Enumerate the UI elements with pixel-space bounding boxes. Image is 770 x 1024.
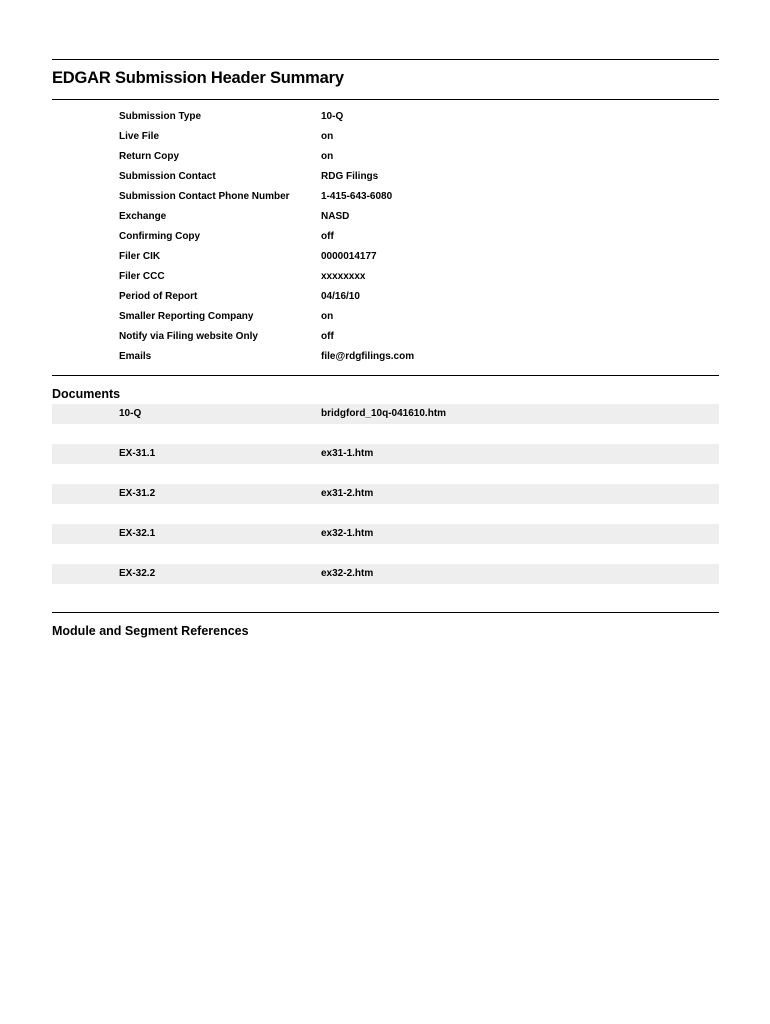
modules-divider (52, 612, 719, 613)
document-type: EX-31.1 (119, 448, 156, 459)
field-value: 10-Q (321, 111, 344, 122)
field-value: on (321, 151, 334, 162)
document-filename: ex31-2.htm (321, 488, 374, 499)
field-value: NASD (321, 211, 350, 222)
field-value: 1-415-643-6080 (321, 191, 393, 202)
modules-heading: Module and Segment References (52, 624, 249, 638)
header-row-contact-phone (119, 187, 719, 207)
field-label: Notify via Filing website Only (119, 331, 258, 342)
field-label: Confirming Copy (119, 231, 201, 242)
header-row-notify-via-website (119, 327, 719, 347)
document-filename: ex31-1.htm (321, 448, 374, 459)
document-row (52, 564, 719, 584)
submission-header-table (119, 107, 719, 367)
field-label: Exchange (119, 211, 167, 222)
field-label: Live File (119, 131, 160, 142)
document-row (52, 404, 719, 424)
document-row (52, 444, 719, 464)
field-value: off (321, 331, 334, 342)
header-row-filer-cik (119, 247, 719, 267)
header-row-filer-ccc (119, 267, 719, 287)
top-divider (52, 59, 719, 60)
field-value: on (321, 131, 334, 142)
field-value: on (321, 311, 334, 322)
document-row (52, 484, 719, 504)
header-row-return-copy (119, 147, 719, 167)
document-filename: bridgford_10q-041610.htm (321, 408, 447, 419)
field-label: Emails (119, 351, 152, 362)
title-divider (52, 99, 719, 100)
header-row-exchange (119, 207, 719, 227)
field-label: Period of Report (119, 291, 198, 302)
header-row-submission-type (119, 107, 719, 127)
documents-table (52, 404, 719, 604)
document-type: EX-32.2 (119, 568, 156, 579)
field-label: Smaller Reporting Company (119, 311, 254, 322)
document-type: EX-31.2 (119, 488, 156, 499)
field-label: Filer CIK (119, 251, 161, 262)
field-value: RDG Filings (321, 171, 379, 182)
header-row-submission-contact (119, 167, 719, 187)
field-value: 0000014177 (321, 251, 377, 262)
document-type: EX-32.1 (119, 528, 156, 539)
document-type: 10-Q (119, 408, 142, 419)
field-label: Submission Contact (119, 171, 216, 182)
field-value: 04/16/10 (321, 291, 360, 302)
field-value: off (321, 231, 334, 242)
page-title: EDGAR Submission Header Summary (52, 69, 344, 87)
field-value: xxxxxxxx (321, 271, 366, 282)
document-filename: ex32-2.htm (321, 568, 374, 579)
header-row-smaller-reporting-company (119, 307, 719, 327)
field-label: Submission Contact Phone Number (119, 191, 290, 202)
documents-heading: Documents (52, 387, 121, 401)
header-row-period-of-report (119, 287, 719, 307)
field-label: Submission Type (119, 111, 202, 122)
document-row (52, 524, 719, 544)
field-label: Filer CCC (119, 271, 165, 282)
header-row-live-file (119, 127, 719, 147)
document-filename: ex32-1.htm (321, 528, 374, 539)
header-row-emails (119, 347, 719, 367)
documents-divider (52, 375, 719, 376)
header-row-confirming-copy (119, 227, 719, 247)
field-label: Return Copy (119, 151, 179, 162)
field-value: file@rdgfilings.com (321, 351, 415, 362)
